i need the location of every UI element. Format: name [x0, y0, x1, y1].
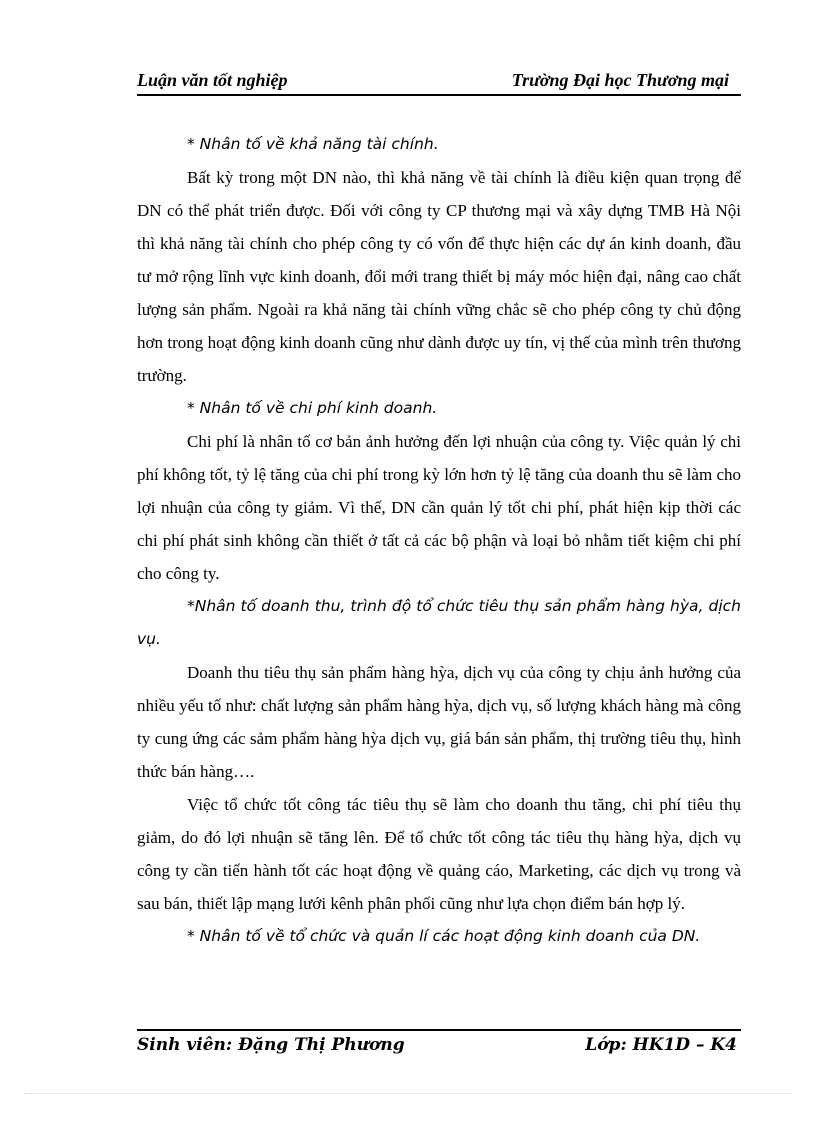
footer-class: Lớp: HK1D – K4 [585, 1035, 737, 1055]
paragraph-costs: Chi phí là nhân tố cơ bản ảnh hưởng đến lợi nhuận của công ty. Việc quản lý chi phí không tốt, tỷ lệ tăng của chi phí trong kỳ lớn hơn tỷ lệ tăng của doanh thu sẽ làm cho lợi nhuận của công ty giảm. Vì thế, DN cần quản lý tốt chi phí, phát hiện kịp thời các chi phí phát sinh không cần thiết ở tất cả các bộ phận và loại bỏ nhằm tiết kiệm chi phí cho công ty. [137, 432, 741, 583]
paragraph-revenue: Doanh thu tiêu thụ sản phẩm hàng hỳa, dịch vụ của công ty chịu ảnh hưởng của nhiều yếu tố như: chất lượng sản phẩm hàng hỳa, dịch vụ, số lượng khách hàng mà công ty cung ứng các sảm phẩm hàng hỳa dịch vụ, giá bán sản phẩm, thị trường tiêu thụ, hình thức bán hàng…. [137, 663, 741, 781]
paragraph-finance: Bất kỳ trong một DN nào, thì khả năng về tài chính là điều kiện quan trọng để DN có thể phát triển được. Đối với công ty CP thương mại và xây dựng TMB Hà Nội thì khả năng tài chính cho phép công ty có vốn để thực hiện các dự án kinh doanh, đầu tư mở rộng lĩnh vực kinh doanh, đổi mới trang thiết bị máy móc hiện đại, nâng cao chất lượng sản phẩm. Ngoài ra khả năng tài chính vững chắc sẽ cho phép công ty chủ động hơn trong hoạt động kinh doanh cũng như dành được uy tín, vị thế của mình trên thương trường. [137, 168, 741, 385]
page-break-line [24, 1093, 792, 1094]
header-university: Trường Đại học Thương mại [511, 70, 729, 90]
section-heading-revenue: *Nhân tố doanh thu, trình độ tổ chức tiêu thụ sản phẩm hàng hỳa, dịch vụ. [137, 597, 741, 648]
header-thesis-title: Luận văn tốt nghiệp [137, 70, 288, 90]
section-heading-management: * Nhân tố về tổ chức và quản lí các hoạt động kinh doanh của DN. [187, 927, 701, 945]
footer-student: Sinh viên: Đặng Thị Phương [137, 1035, 405, 1055]
section-heading-finance: * Nhân tố về khả năng tài chính. [187, 135, 439, 153]
page-footer [137, 1029, 741, 1061]
page-header [137, 68, 741, 96]
paragraph-sales-organization: Việc tổ chức tốt công tác tiêu thụ sẽ làm cho doanh thu tăng, chi phí tiêu thụ giảm, do đó lợi nhuận sẽ tăng lên. Để tổ chức tốt công tác tiêu thụ hàng hỳa, dịch vụ công ty cần tiến hành tốt các hoạt động về quảng cáo, Marketing, các dịch vụ trong và sau bán, thiết lập mạng lưới kênh phân phối cũng như lựa chọn điểm bán hợp lý. [137, 795, 741, 913]
document-body [137, 128, 741, 953]
section-heading-costs: * Nhân tố về chi phí kinh doanh. [187, 399, 438, 417]
